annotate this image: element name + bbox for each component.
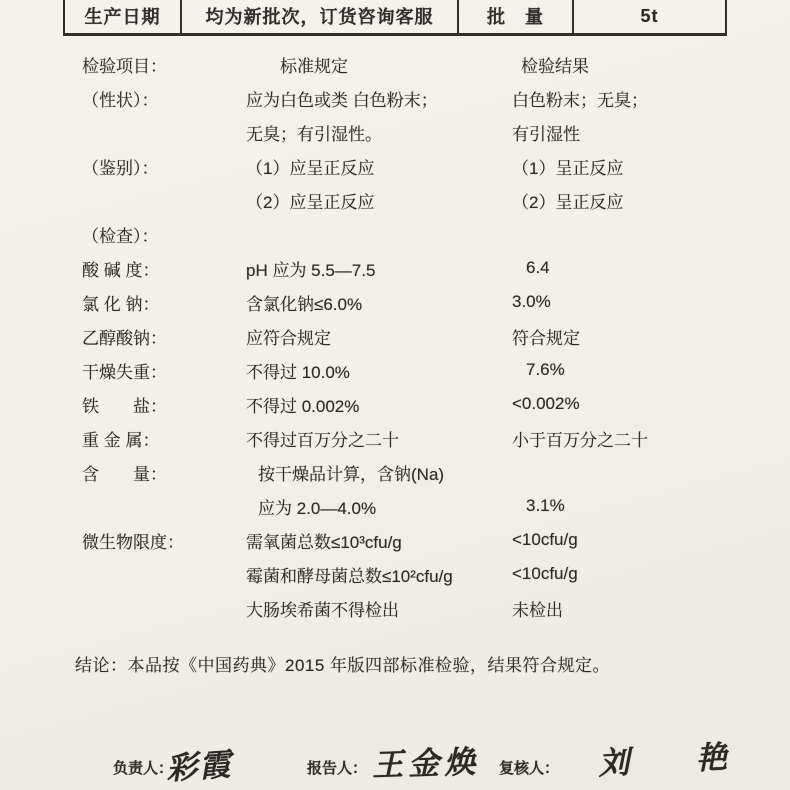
result-cell: 白色粉末；无臭； — [512, 90, 648, 110]
signature-label: 复核人： — [499, 760, 560, 777]
standard-cell: （1）应呈正反应 — [246, 158, 375, 178]
result-cell: 未检出 — [512, 600, 563, 620]
handwritten-signature: 刘 艳 — [597, 737, 756, 783]
test-row — [0, 557, 790, 591]
test-row — [0, 149, 790, 183]
standard-cell: pH 应为 5.5—7.5 — [246, 260, 376, 280]
item-cell: 酸 碱 度： — [82, 260, 160, 280]
test-row — [0, 115, 790, 149]
test-row — [0, 81, 790, 115]
standard-cell: 霉菌和酵母菌总数≤10²cfu/g — [246, 566, 453, 586]
test-row — [0, 523, 790, 557]
batch-info-table — [63, 0, 727, 36]
item-cell: 干燥失重： — [82, 362, 167, 382]
production-date-value: 均为新批次，订货咨询客服 — [180, 0, 457, 33]
column-header-row — [0, 47, 790, 81]
result-cell: 7.6% — [526, 360, 565, 379]
standard-cell: 无臭；有引湿性。 — [246, 124, 382, 144]
batch-quantity-value: 5t — [572, 0, 725, 33]
result-cell: 3.1% — [526, 496, 565, 515]
standard-cell: 含氯化钠≤6.0% — [246, 294, 363, 314]
test-row — [0, 455, 790, 489]
standard-cell: 需氧菌总数≤10³cfu/g — [246, 532, 402, 552]
result-cell: 有引湿性 — [512, 124, 580, 144]
signature-label: 负责人： — [113, 760, 174, 777]
test-row — [0, 387, 790, 421]
item-cell: （性状）： — [82, 90, 159, 110]
handwritten-signature: 王金焕 — [371, 744, 481, 784]
test-row — [0, 319, 790, 353]
item-cell: 铁 盐： — [82, 396, 167, 416]
standard-cell: 应符合规定 — [246, 328, 331, 348]
batch-quantity-label: 批 量 — [457, 0, 572, 33]
signature-label: 报告人： — [307, 760, 368, 777]
test-row — [0, 217, 790, 251]
handwritten-signature: 彩霞 — [165, 746, 234, 788]
production-date-label: 生产日期 — [84, 7, 161, 27]
result-cell: 3.0% — [512, 292, 551, 311]
test-row — [0, 251, 790, 285]
result-column-header: 检验结果 — [521, 56, 589, 76]
result-cell: <10cfu/g — [512, 564, 578, 583]
item-cell: 重 金 属： — [82, 430, 160, 450]
test-row — [0, 285, 790, 319]
test-row — [0, 591, 790, 625]
item-cell: （检查）： — [82, 226, 159, 246]
item-cell: 微生物限度： — [82, 532, 184, 552]
test-results-section — [0, 47, 790, 625]
test-row — [0, 489, 790, 523]
item-cell: （鉴别）： — [82, 158, 159, 178]
standard-cell: （2）应呈正反应 — [246, 192, 375, 212]
standard-cell: 不得过 10.0% — [246, 362, 350, 382]
result-cell: 6.4 — [526, 258, 550, 277]
result-cell: <0.002% — [512, 394, 580, 413]
item-cell: 含 量： — [82, 464, 167, 484]
test-row — [0, 353, 790, 387]
standard-cell: 不得过百万分之二十 — [246, 430, 399, 450]
item-cell: 氯 化 钠： — [82, 294, 160, 314]
result-cell: （1）呈正反应 — [512, 158, 624, 178]
standard-cell: 不得过 0.002% — [246, 396, 360, 416]
item-column-header: 检验项目： — [82, 56, 167, 76]
standard-column-header: 标准规定 — [280, 56, 348, 76]
standard-cell: 按干燥品计算，含钠(Na) — [258, 464, 445, 484]
standard-cell: 应为白色或类 白色粉末； — [246, 90, 438, 110]
result-cell: <10cfu/g — [512, 530, 578, 549]
result-cell: （2）呈正反应 — [512, 192, 624, 212]
result-cell: 符合规定 — [512, 328, 580, 348]
signature-strip — [0, 737, 790, 790]
result-cell: 小于百万分之二十 — [512, 430, 648, 450]
test-row — [0, 421, 790, 455]
item-cell: 乙醇酸钠： — [82, 328, 167, 348]
conclusion-text: 结论：本品按《中国药典》2015 年版四部标准检验，结果符合规定。 — [75, 656, 611, 675]
standard-cell: 应为 2.0—4.0% — [258, 498, 377, 518]
test-row — [0, 183, 790, 217]
standard-cell: 大肠埃希菌不得检出 — [246, 600, 399, 620]
